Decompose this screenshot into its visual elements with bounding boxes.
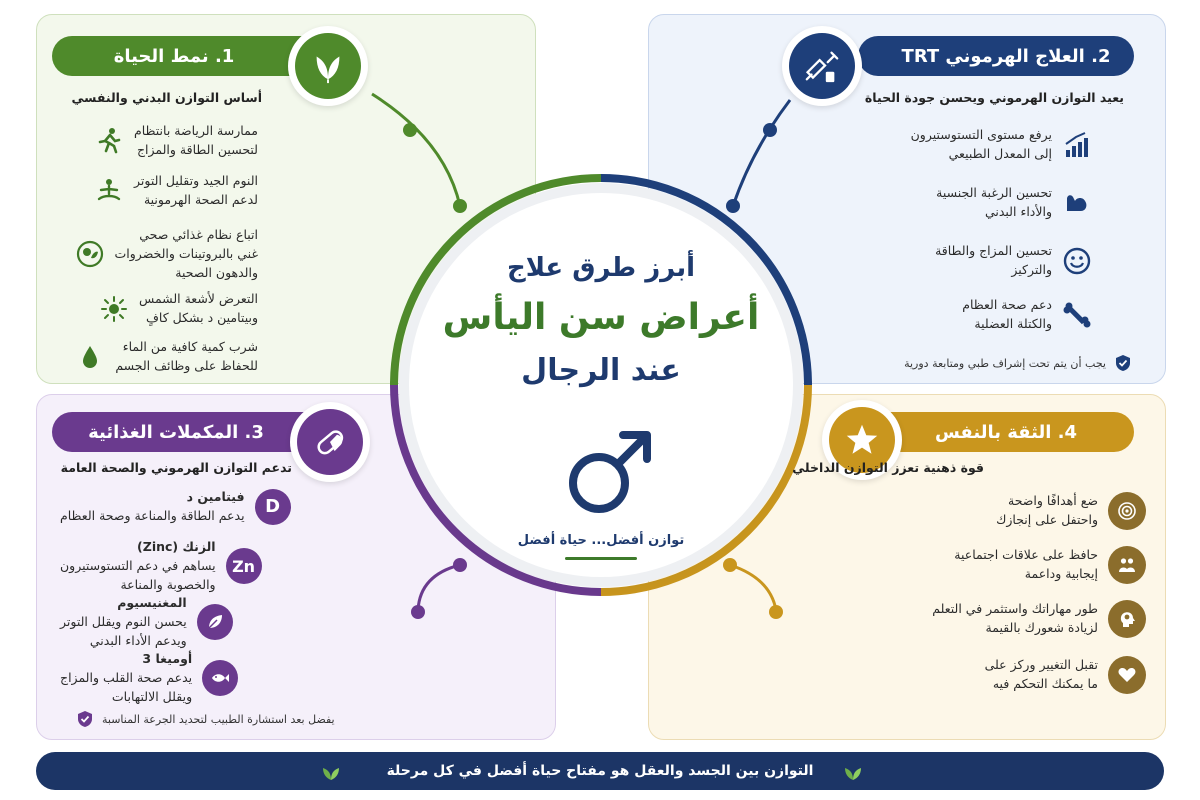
center-title-line1: أبرز طرق علاج	[506, 253, 696, 283]
trt-subtitle: يعيد التوازن الهرموني ويحسن جودة الحياة	[864, 90, 1124, 105]
shield-check-icon	[76, 710, 94, 728]
confidence-item-goals: ضع أهدافًا واضحة واحتفل على إنجازك	[996, 492, 1146, 530]
supplements-title: 3. المكملات الغذائية	[52, 412, 324, 452]
confidence-item-change: تقبل التغيير وركز على ما يمكنك التحكم فيه	[985, 656, 1146, 694]
supplements-subtitle: تدعم التوازن الهرموني والصحة العامة	[60, 460, 292, 475]
confidence-item-skills: طور مهاراتك واستثمر في التعلم لزيادة شعورك بالقيمة	[932, 600, 1146, 638]
sprout-icon	[320, 760, 342, 782]
supplements-note: يفضل بعد استشارة الطبيب لتحديد الجرعة المناسبة	[76, 710, 335, 728]
center-title-line2: أعراض سن اليأس	[442, 297, 760, 338]
bar-chart-up-icon	[1062, 130, 1092, 160]
sprout-icon	[842, 760, 864, 782]
center-title-line3: عند الرجال	[521, 353, 681, 388]
trt-item-mood: تحسين المزاج والطاقة والتركيز	[935, 242, 1092, 280]
center-tagline: توازن أفضل... حياة أفضل	[517, 533, 685, 548]
fish-icon	[202, 660, 238, 696]
trt-title: 2. العلاج الهرموني TRT	[858, 36, 1134, 76]
supplements-item-vitd: D فيتامين د يدعم الطاقة والمناعة وصحة العظام	[60, 488, 291, 526]
lifestyle-item-sun: التعرض لأشعة الشمس وبيتامين د بشكل كافٍ	[99, 290, 258, 328]
star-icon	[843, 421, 881, 459]
male-symbol-icon	[561, 425, 657, 521]
healthy-food-icon	[75, 239, 105, 269]
leaves-icon	[309, 47, 347, 85]
running-person-icon	[94, 126, 124, 156]
sun-icon	[99, 294, 129, 324]
supplements-item-omega3: أوميغا 3 يدعم صحة القلب والمزاج ويقلل الالتهابات	[60, 650, 238, 706]
lifestyle-item-water: شرب كمية كافية من الماء للحفاظ على وظائف الجسم	[75, 338, 258, 376]
bone-icon	[1062, 300, 1092, 330]
trt-badge	[782, 26, 862, 106]
trt-item-libido: تحسين الرغبة الجنسية والأداء البدني	[936, 184, 1092, 222]
trt-note: يجب أن يتم تحت إشراف طبي ومتابعة دورية	[904, 354, 1132, 372]
brain-head-icon	[1108, 600, 1146, 638]
lifestyle-item-exercise: ممارسة الرياضة بانتظام لتحسين الطاقة والمزاج	[94, 122, 258, 160]
shield-check-icon	[1114, 354, 1132, 372]
confidence-item-relations: حافظ على علاقات اجتماعية إيجابية وداعمة	[954, 546, 1146, 584]
lifestyle-badge	[288, 26, 368, 106]
heart-icon	[1108, 656, 1146, 694]
trt-item-testosterone: يرفع مستوى التستوستيرون إلى المعدل الطبيعي	[911, 126, 1092, 164]
muscle-arm-icon	[1062, 188, 1092, 218]
supplements-item-zinc: Zn الزنك (Zinc) يساهم في دعم التستوستيرون والخصوبة والمناعة	[60, 538, 262, 594]
capsule-icon	[311, 423, 349, 461]
zinc-icon: Zn	[226, 548, 262, 584]
vitamin-d-icon: D	[255, 489, 291, 525]
footer-banner	[36, 752, 1164, 790]
syringe-icon	[803, 47, 841, 85]
lifestyle-title: 1. نمط الحياة	[52, 36, 320, 76]
confidence-subtitle: قوة ذهنية تعزز التوازن الداخلي	[792, 460, 984, 475]
people-icon	[1108, 546, 1146, 584]
trt-item-bones: دعم صحة العظام والكتلة العضلية	[962, 296, 1092, 334]
supplements-badge	[290, 402, 370, 482]
confidence-title: 4. الثقة بالنفس	[858, 412, 1134, 452]
leaf-icon	[197, 604, 233, 640]
water-drop-icon	[75, 342, 105, 372]
smile-icon	[1062, 246, 1092, 276]
center-circle	[409, 193, 793, 577]
supplements-item-magnesium: المغنيسيوم يحسن النوم ويقلل التوتر ويدعم الأداء البدني	[60, 594, 233, 650]
lifestyle-item-diet: اتباع نظام غذائي صحي غني بالبروتينات والخضروات والدهون الصحية	[75, 226, 258, 282]
target-icon	[1108, 492, 1146, 530]
lifestyle-item-sleep: النوم الجيد وتقليل التوتر لدعم الصحة الهرمونية	[94, 172, 258, 210]
meditation-icon	[94, 176, 124, 206]
center-tagline-underline	[565, 557, 637, 560]
lifestyle-subtitle: أساس التوازن البدني والنفسي	[71, 90, 262, 105]
footer-text: التوازن بين الجسد والعقل هو مفتاح حياة أفضل في كل مرحلة	[386, 763, 814, 779]
